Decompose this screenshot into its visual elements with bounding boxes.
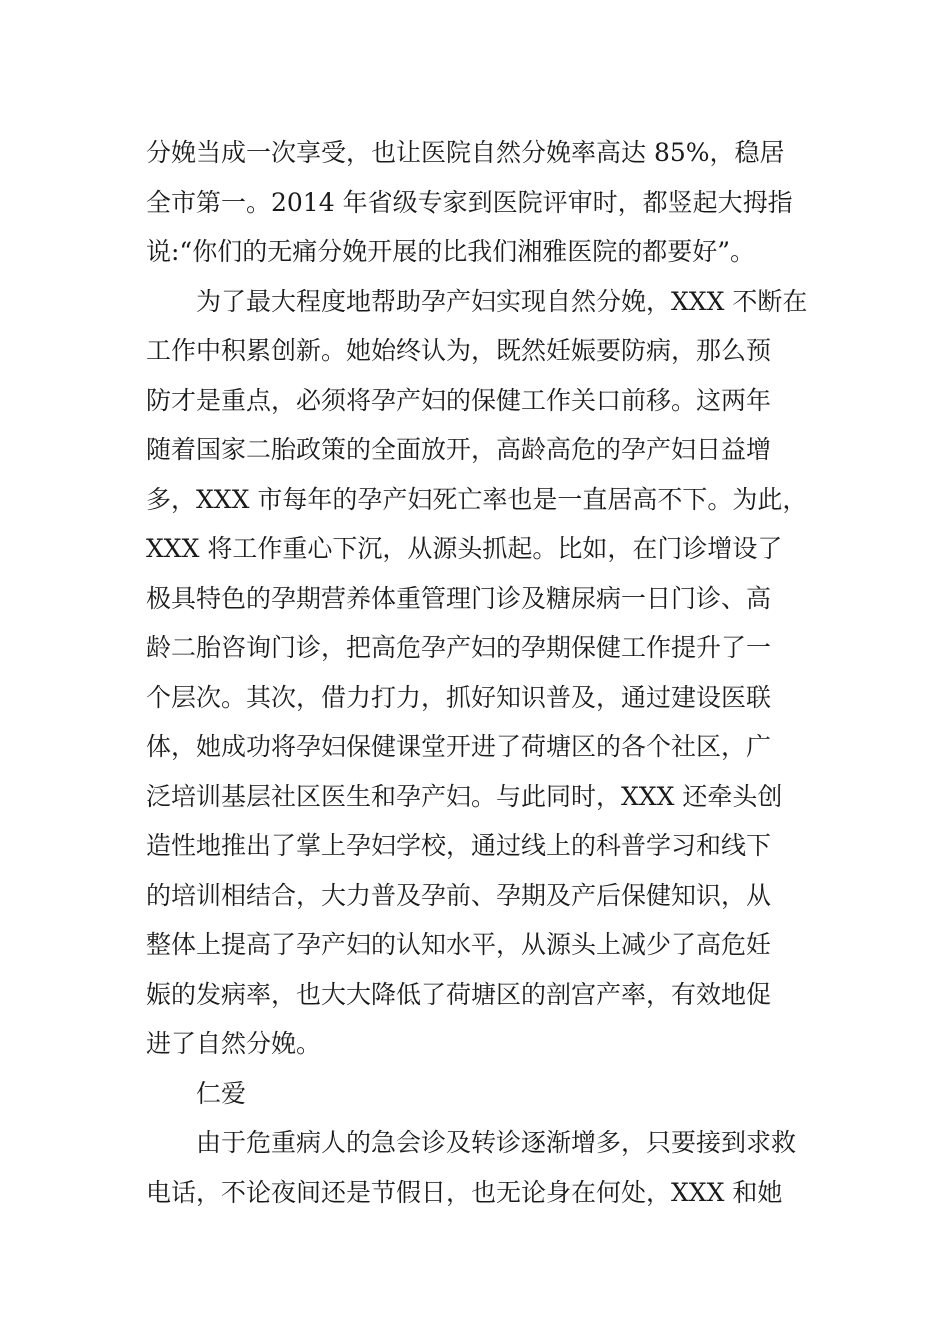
text-line: 工作中积累创新。她始终认为，既然妊娠要防病，那么预 [146, 336, 772, 365]
text-line: 娠的发病率，也大大降低了荷塘区的剖宫产率，有效地促 [146, 979, 772, 1009]
text-line: 造性地推出了掌上孕妇学校，通过线上的科普学习和线下 [146, 831, 772, 860]
text-line: 为了最大程度地帮助孕产妇实现自然分娩，XXX 不断在 [196, 286, 808, 316]
text-line: 进了自然分娩。 [146, 1029, 322, 1058]
text-line: 的培训相结合，大力普及孕前、孕期及产后保健知识，从 [146, 880, 772, 910]
text-line: 龄二胎咨询门诊，把高危孕产妇的孕期保健工作提升了一 [146, 633, 772, 662]
text-line: 全市第一。2014 年省级专家到医院评审时，都竖起大拇指 [146, 187, 793, 217]
text-line: 分娩当成一次享受，也让医院自然分娩率高达 85%，稳居 [146, 138, 785, 167]
text-line: 个层次。其次，借力打力，抓好知识普及，通过建设医联 [146, 682, 772, 712]
text-line: 说:“你们的无痛分娩开展的比我们湘雅医院的都要好”。 [146, 237, 755, 266]
text-line: 电话，不论夜间还是节假日，也无论身在何处，XXX 和她 [146, 1177, 783, 1207]
text-line: 多，XXX 市每年的孕产妇死亡率也是一直居高不下。为此， [146, 484, 808, 514]
text-line: 防才是重点，必须将孕产妇的保健工作关口前移。这两年 [146, 385, 772, 415]
document-body [146, 128, 826, 1217]
text-line: 随着国家二胎政策的全面放开，高龄高危的孕产妇日益增 [146, 435, 772, 464]
text-line: 由于危重病人的急会诊及转诊逐渐增多，只要接到求救 [196, 1128, 797, 1157]
text-line: 泛培训基层社区医生和孕产妇。与此同时，XXX 还牵头创 [146, 781, 783, 811]
text-line: XXX 将工作重心下沉，从源头抓起。比如，在门诊增设了 [146, 534, 783, 563]
text-line: 极具特色的孕期营养体重管理门诊及糖尿病一日门诊、高 [146, 583, 772, 613]
text-line: 整体上提高了孕产妇的认知水平，从源头上减少了高危妊 [146, 930, 772, 959]
section-heading: 仁爱 [196, 1078, 247, 1108]
text-line: 体，她成功将孕妇保健课堂开进了荷塘区的各个社区，广 [146, 732, 772, 761]
